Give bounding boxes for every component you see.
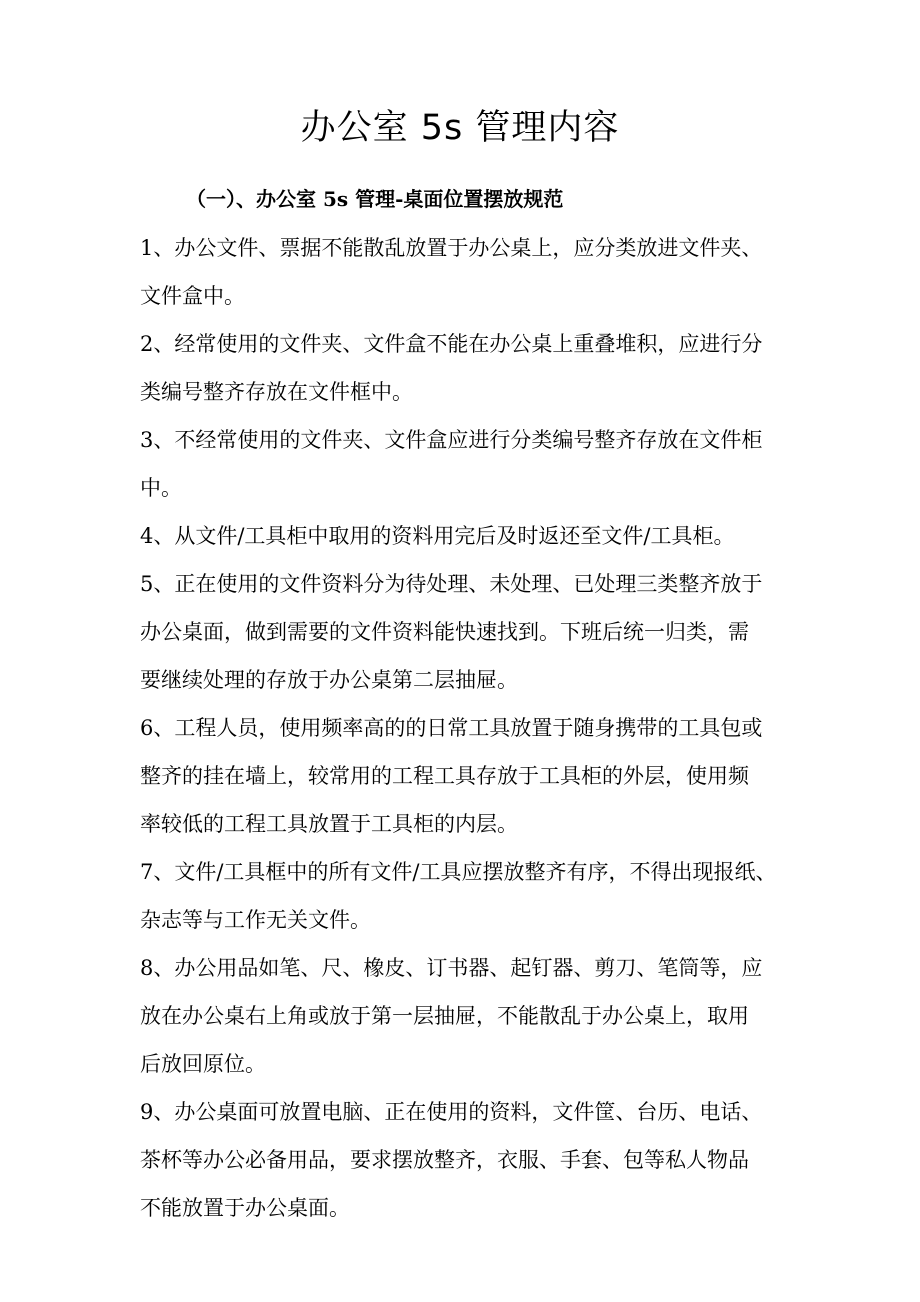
item-line: 要继续处理的存放于办公桌第二层抽屉。 xyxy=(140,668,518,692)
item-line: 后放回原位。 xyxy=(140,1052,266,1076)
item-line: 4、从文件/工具柜中取用的资料用完后及时返还至文件/工具柜。 xyxy=(140,524,735,548)
item-line: 9、办公桌面可放置电脑、正在使用的资料，文件筐、台历、电话、 xyxy=(140,1100,763,1124)
item-line: 杂志等与工作无关文件。 xyxy=(140,908,371,932)
item-line: 率较低的工程工具放置于工具柜的内层。 xyxy=(140,812,518,836)
list-item xyxy=(140,848,800,944)
list-item xyxy=(140,416,800,512)
item-line: 办公桌面，做到需要的文件资料能快速找到。下班后统一归类，需 xyxy=(140,620,749,644)
document-title: 办公室 5s 管理内容 xyxy=(300,108,620,148)
list-item xyxy=(140,944,800,1088)
item-line: 7、文件/工具框中的所有文件/工具应摆放整齐有序，不得出现报纸、 xyxy=(140,860,777,884)
item-line: 文件盒中。 xyxy=(140,284,245,308)
item-line: 放在办公桌右上角或放于第一层抽屉，不能散乱于办公桌上，取用 xyxy=(140,1004,749,1028)
list-item xyxy=(140,560,800,704)
list-item xyxy=(140,512,800,560)
item-line: 中。 xyxy=(140,476,182,500)
list-item xyxy=(140,224,800,320)
item-line: 3、不经常使用的文件夹、文件盒应进行分类编号整齐存放在文件柜 xyxy=(140,428,763,452)
list-item xyxy=(140,704,800,848)
item-line: 8、办公用品如笔、尺、橡皮、订书器、起钉器、剪刀、笔筒等，应 xyxy=(140,956,763,980)
item-line: 6、工程人员，使用频率高的的日常工具放置于随身携带的工具包或 xyxy=(140,716,763,740)
item-line: 整齐的挂在墙上，较常用的工程工具存放于工具柜的外层，使用频 xyxy=(140,764,749,788)
item-line: 不能放置于办公桌面。 xyxy=(140,1196,350,1220)
list-item xyxy=(140,320,800,416)
list-item xyxy=(140,1088,800,1232)
item-line: 类编号整齐存放在文件框中。 xyxy=(140,380,413,404)
item-line: 茶杯等办公必备用品，要求摆放整齐，衣服、手套、包等私人物品 xyxy=(140,1148,749,1172)
item-line: 2、经常使用的文件夹、文件盒不能在办公桌上重叠堆积，应进行分 xyxy=(140,332,763,356)
item-line: 5、正在使用的文件资料分为待处理、未处理、已处理三类整齐放于 xyxy=(140,572,763,596)
item-line: 1、办公文件、票据不能散乱放置于办公桌上，应分类放进文件夹、 xyxy=(140,236,763,260)
section-heading: （一）、办公室 5s 管理-桌面位置摆放规范 xyxy=(186,187,564,211)
